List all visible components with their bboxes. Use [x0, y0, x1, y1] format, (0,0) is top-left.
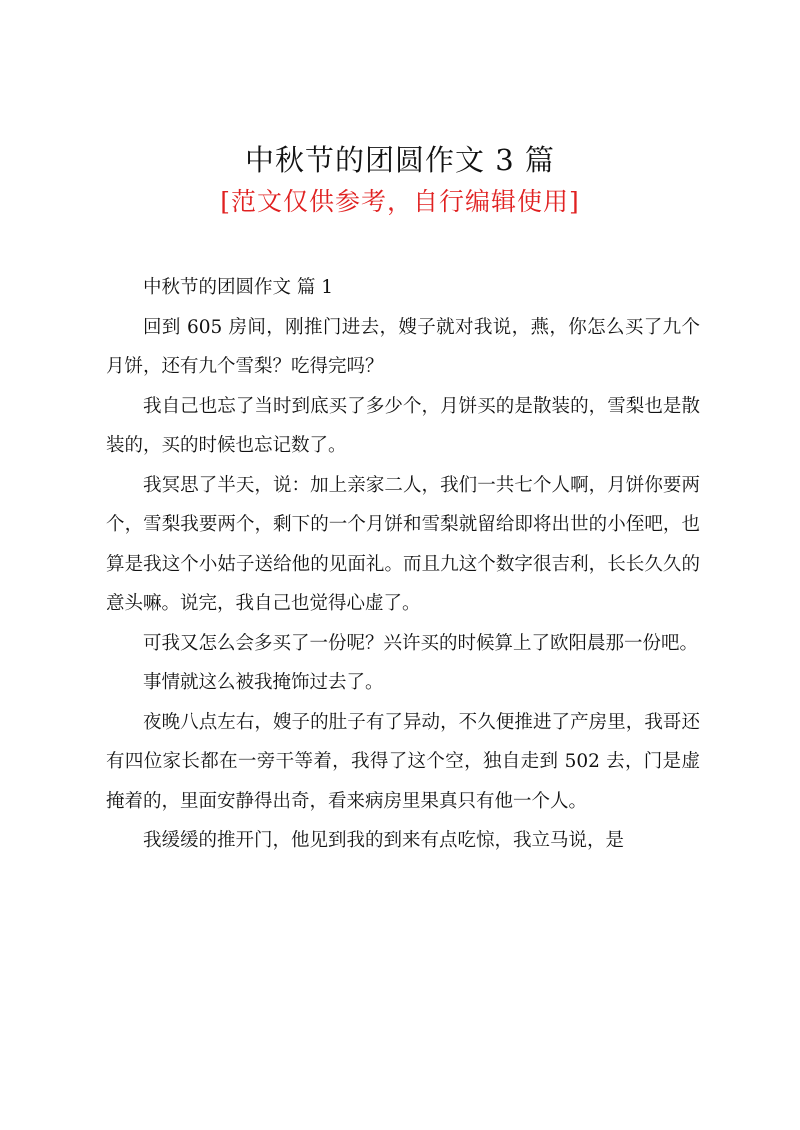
paragraph: 我冥思了半天，说：加上亲家二人，我们一共七个人啊，月饼你要两个，雪梨我要两个，剩下的一个月饼和雪梨就留给即将出世的小侄吧，也算是我这个小姑子送给他的见面礼。而且九这个数字很吉利，长长久久的意头嘛。说完，我自己也觉得心虚了。 — [106, 474, 700, 614]
document-subtitle: [范文仅供参考，自行编辑使用] — [220, 187, 580, 216]
paragraph: 回到 605 房间，刚推门进去，嫂子就对我说，燕，你怎么买了九个月饼，还有九个雪梨？吃得完吗？ — [106, 316, 700, 377]
section-heading: 中秋节的团圆作文 篇 1 — [143, 277, 334, 298]
paragraph: 事情就这么被我掩饰过去了。 — [143, 672, 384, 693]
document-title: 中秋节的团圆作文 3 篇 — [245, 143, 555, 177]
paragraph: 我缓缓的推开门，他见到我的到来有点吃惊，我立马说，是 — [143, 830, 625, 851]
paragraph: 可我又怎么会多买了一份呢？兴许买的时候算上了欧阳晨那一份吧。 — [143, 632, 699, 654]
document-body — [106, 268, 700, 861]
paragraph: 夜晚八点左右，嫂子的肚子有了异动，不久便推进了产房里，我哥还有四位家长都在一旁干等着，我得了这个空，独自走到 502 去，门是虚掩着的，里面安静得出奇，看来病房里果真只有他一个人。 — [106, 711, 700, 812]
paragraph: 我自己也忘了当时到底买了多少个，月饼买的是散装的，雪梨也是散装的，买的时候也忘记数了。 — [106, 395, 700, 456]
